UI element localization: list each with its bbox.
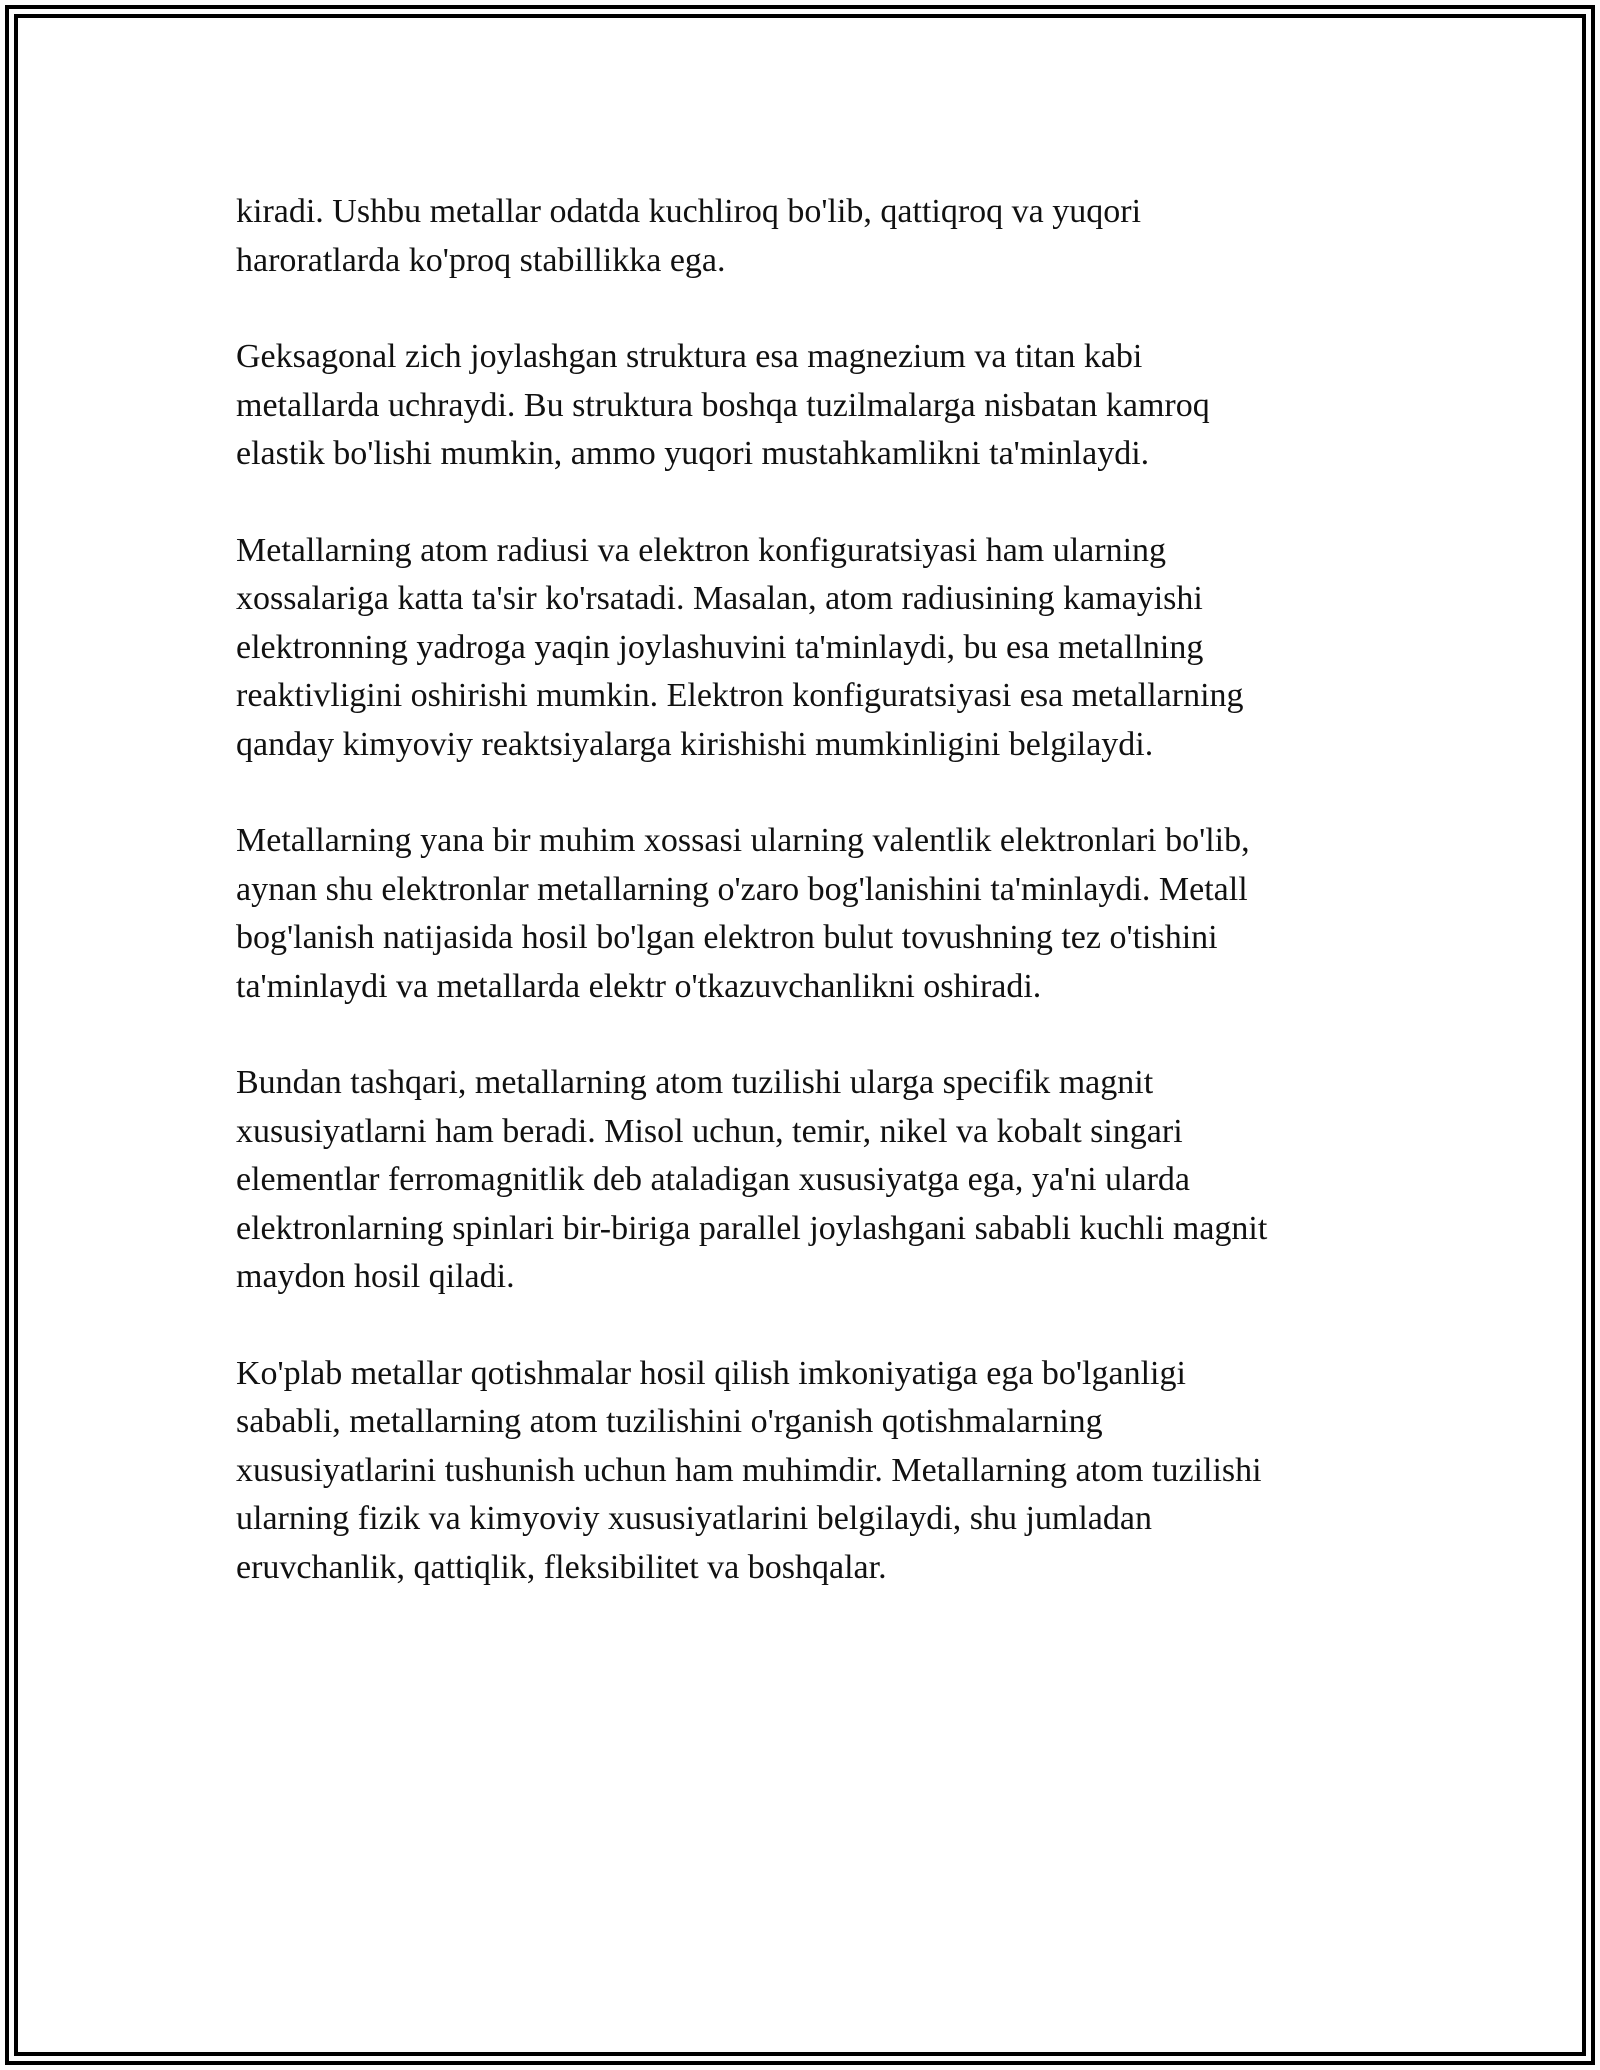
text-line: reaktivligini oshirishi mumkin. Elektron konfiguratsiyasi esa metallarning — [236, 677, 1244, 714]
text-line: ularning fizik va kimyoviy xususiyatlarini belgilaydi, shu jumladan — [236, 1500, 1152, 1537]
text-line: elektronlarning spinlari bir-biriga parallel joylashgani sababli kuchli magnit — [236, 1209, 1268, 1247]
text-line: qanday kimyoviy reaktsiyalarga kirishishi mumkinligini belgilaydi. — [236, 725, 1154, 763]
text-line: ta'minlaydi va metallarda elektr o'tkazuvchanlikni oshiradi. — [236, 967, 1042, 1005]
text-line: metallarda uchraydi. Bu struktura boshqa tuzilmalarga nisbatan kamroq — [236, 386, 1210, 424]
text-line: Metallarning atom radiusi va elektron konfiguratsiyasi ham ularning — [236, 531, 1167, 569]
paragraph-1 — [236, 188, 1366, 285]
paragraph-5 — [236, 1059, 1366, 1302]
text-line: elastik bo'lishi mumkin, ammo yuqori mustahkamlikni ta'minlaydi. — [236, 435, 1150, 472]
text-line: kiradi. Ushbu metallar odatda kuchliroq bo'lib, qattiqroq va yuqori — [236, 193, 1142, 230]
text-line: aynan shu elektronlar metallarning o'zaro bog'lanishini ta'minlaydi. Metall — [236, 870, 1248, 908]
text-line: Geksagonal zich joylashgan struktura esa magnezium va titan kabi — [236, 338, 1143, 375]
paragraph-4 — [236, 817, 1366, 1011]
paragraph-2 — [236, 333, 1366, 479]
text-line: xossalariga katta ta'sir ko'rsatadi. Masalan, atom radiusining kamayishi — [236, 580, 1203, 617]
text-line: elektronning yadroga yaqin joylashuvini ta'minlaydi, bu esa metallning — [236, 628, 1204, 666]
text-line: haroratlarda ko'proq stabillikka ega. — [236, 241, 726, 279]
paragraph-3 — [236, 527, 1366, 770]
text-line: bog'lanish natijasida hosil bo'lgan elektron bulut tovushning tez o'tishini — [236, 919, 1218, 956]
text-line: xususiyatlarni ham beradi. Misol uchun, temir, nikel va kobalt singari — [236, 1112, 1183, 1150]
text-line: eruvchanlik, qattiqlik, fleksibilitet va boshqalar. — [236, 1548, 887, 1586]
text-line: sababli, metallarning atom tuzilishini o'rganish qotishmalarning — [236, 1403, 1103, 1440]
text-line: Bundan tashqari, metallarning atom tuzilishi ularga specifik magnit — [236, 1064, 1154, 1101]
paragraph-6 — [236, 1350, 1366, 1593]
text-line: maydon hosil qiladi. — [236, 1258, 515, 1295]
text-line: Ko'plab metallar qotishmalar hosil qilish imkoniyatiga ega bo'lganligi — [236, 1354, 1186, 1392]
document-body — [236, 188, 1366, 1640]
text-line: elementlar ferromagnitlik deb ataladigan xususiyatga ega, ya'ni ularda — [236, 1161, 1190, 1198]
text-line: xususiyatlarini tushunish uchun ham muhimdir. Metallarning atom tuzilishi — [236, 1451, 1262, 1489]
text-line: Metallarning yana bir muhim xossasi ularning valentlik elektronlari bo'lib, — [236, 822, 1250, 859]
